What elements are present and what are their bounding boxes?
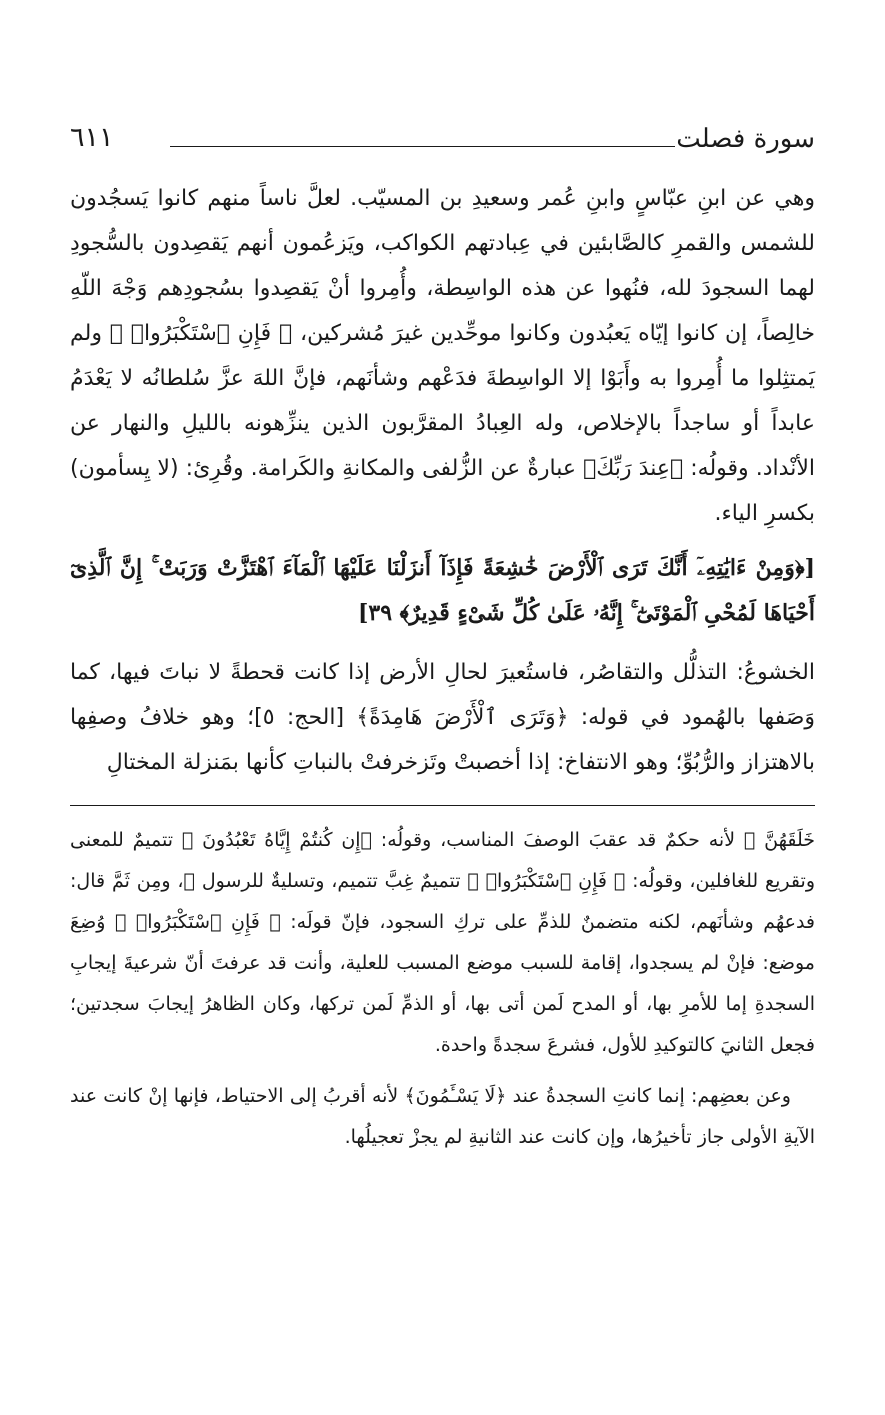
footnote-divider [70,805,815,806]
surah-title: سورة فصلت [676,124,815,154]
page-number: ٦١١ [70,122,114,153]
footnote-paragraph: خَلَقَهُنَّ ﴾ لأنه حكمٌ قد عقبَ الوصفَ المناسب، وقولُه: ﴿إِن كُنتُمْ إِيَّاهُ تَعْبُدُونَ ﴾ تتميمٌ للمعنى وتقريع للغافلين، وقولُه: ﴿ فَإِنِ ٱسْتَكْبَرُوا۟ ﴾ تتميمٌ غِبَّ تتميم، وتسليةٌ للرسول ﷺ، ومِن ثَمَّ قال: فدعهُم وشأنَهم، لكنه متضمنٌ للذمِّ على تركِ السجود، فإنّ قولَه: ﴿ فَإِنِ ٱسْتَكْبَرُوا۟ ﴾ وُضِعَ موضع: فإنْ لم يسجدوا، إقامة للسبب موضع المسبب للعلية، وأنت قد عرفتَ أنّ شرعيةَ إيجابِ السجدةِ إما للأمرِ بها، أو المدح لَمن أتى بها، أو الذمِّ لَمن تركها، وكان الظاهرُ إيجابَ سجدتين؛ فجعل الثانيَ كالتوكيدِ للأول، فشرعَ سجدةً واحدة. [70,829,815,1056]
quran-verse: [﴿وَمِنْ ءَايَٰتِهِۦٓ أَنَّكَ تَرَى ٱلْأَرْضَ خَٰشِعَةً فَإِذَآ أَنزَلْنَا عَلَيْهَا ٱلْمَآءَ ٱهْتَزَّتْ وَرَبَتْ ۚ إِنَّ ٱلَّذِىٓ أَحْيَاهَا لَمُحْىِ ٱلْمَوْتَىٰٓ ۚ إِنَّهُۥ عَلَىٰ كُلِّ شَىْءٍ قَدِيرٌ﴾ ٣٩] [70,555,815,626]
footnote-paragraph-2: وعن بعضِهم: إنما كانتِ السجدةُ عند ﴿لَا يَسْـَٔمُونَ﴾ لأنه أقربُ إلى الاحتياط، فإنها إنْ كانت عند الآيةِ الأولى جاز تأخيرُها، وإن كانت عند الثانيةِ لم يجزْ تعجيلُها. [70,1085,815,1148]
main-commentary [70,176,815,536]
commentary-paragraph: وهي عن ابنِ عبّاسٍ وابنِ عُمر وسعيدِ بن المسيّب. لعلَّ ناساً منهم كانوا يَسجُدون للشمس والقمرِ كالصَّابئين في عِبادتهم الكواكب، ويَزعُمون أنهم يَقصِدون بالسُّجودِ لهما السجودَ لله، فنُهوا عن هذه الواسِطة، وأُمِروا أنْ يَقصِدوا بسُجودِهم وَجْهَ اللّهِ خالِصاً، إن كانوا إيّاه يَعبُدون وكانوا موحِّدين غيرَ مُشركين، ﴿ فَإِنِ ٱسْتَكْبَرُوا۟ ﴾ ولم يَمتثِلوا ما أُمِروا به وأَبَوْا إلا الواسِطةَ فدَعْهم وشأنَهم، فإنَّ اللهَ عزَّ سُلطانُه لا يَعْدَمُ عابداً أو ساجداً بالإخلاص، وله العِبادُ المقرَّبون الذين ينزِّهونه بالليلِ والنهار عن الأنْداد. وقولُه: ﴿عِندَ رَبِّكَ﴾ عبارةٌ عن الزُّلفى والمكانةِ والكَرامة. وقُرِئ: (لا يِسأمون) بكسرِ الياء. [70,186,815,526]
page-header [70,118,815,158]
header-rule [170,146,675,147]
book-page [70,118,815,1168]
footnotes [70,820,815,1158]
commentary-paragraph-2: الخشوعُ: التذلُّل والتقاصُر، فاستُعيرَ لحالِ الأرض إذا كانت قحطةً لا نباتَ فيها، كما وَصَفها بالهُمود في قوله: ﴿وَتَرَى ٱلْأَرْضَ هَامِدَةً﴾ [الحج: ٥]؛ وهو خلافُ وصفِها بالاهتزاز والرُّبُوِّ؛ وهو الانتفاخ: إذا أخصبتْ وتَزخرفتْ بالنباتِ كأنها بمَنزلة المختالِ [70,660,815,775]
